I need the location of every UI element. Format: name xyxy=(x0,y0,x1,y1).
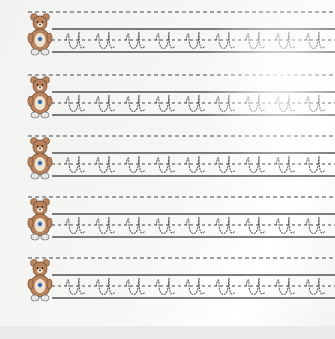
practice-row-lines xyxy=(0,65,335,129)
teddy-bear-icon xyxy=(28,138,52,180)
teddy-bear-icon xyxy=(28,77,52,119)
practice-row-lines xyxy=(0,2,335,66)
practice-row xyxy=(0,187,335,251)
practice-row-lines xyxy=(0,248,335,312)
teddy-bear-icon xyxy=(28,260,52,302)
practice-row xyxy=(0,126,335,190)
practice-row xyxy=(0,65,335,129)
paper-bottom-edge xyxy=(0,326,335,339)
practice-row xyxy=(0,2,335,66)
practice-row-lines xyxy=(0,126,335,190)
practice-row xyxy=(0,248,335,312)
practice-row-lines xyxy=(0,187,335,251)
teddy-bear-icon xyxy=(28,14,52,56)
teddy-bear-icon xyxy=(28,199,52,241)
